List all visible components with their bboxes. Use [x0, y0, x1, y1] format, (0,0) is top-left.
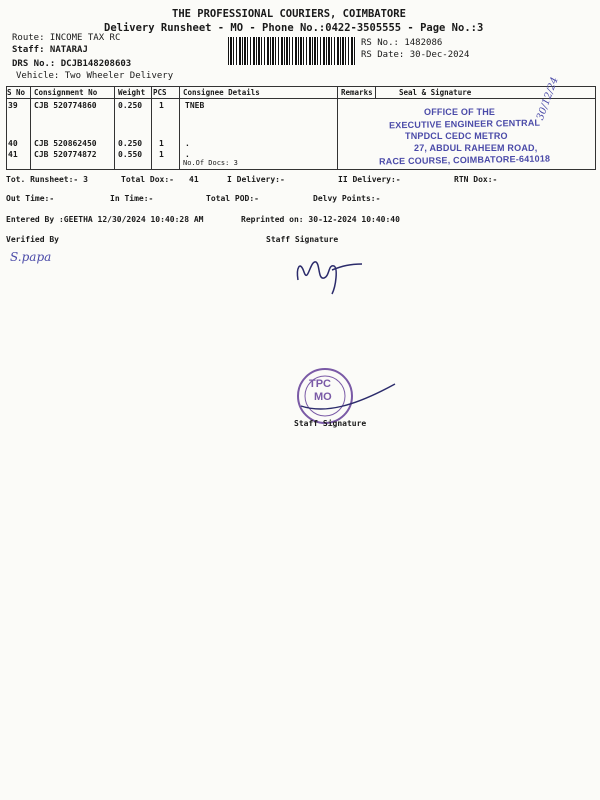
- header-weight: Weight: [118, 88, 146, 97]
- rs-date: RS Date: 30-Dec-2024: [361, 50, 470, 60]
- tpc-stamp-bottom: MO: [314, 391, 332, 403]
- ii-delivery: II Delivery:-: [338, 175, 401, 184]
- table-row-pcs: 1: [159, 101, 164, 110]
- header-sno: S No: [7, 88, 26, 97]
- table-row-consignment: CJB 520774872: [34, 150, 97, 159]
- table-row-weight: 0.550: [118, 150, 143, 159]
- stamp-line-4: 27, ABDUL RAHEEM ROAD,: [414, 143, 538, 153]
- header-consignee: Consignee Details: [183, 88, 260, 97]
- table-row-sno: 41: [8, 150, 18, 159]
- table-row-weight: 0.250: [118, 101, 143, 110]
- stamp-line-3: TNPDCL CEDC METRO: [405, 131, 508, 141]
- table-row-weight: 0.250: [118, 139, 143, 148]
- handwritten-date: 30/12/24: [535, 75, 561, 122]
- total-dox-value: 41: [189, 175, 199, 184]
- vehicle-label: Vehicle: Two Wheeler Delivery: [16, 71, 174, 81]
- header-seal: Seal & Signature: [399, 88, 472, 97]
- stamp-line-1: OFFICE OF THE: [424, 107, 496, 117]
- header-pcs: PCS: [153, 88, 167, 97]
- table-row-consignment: CJB 520774860: [34, 101, 97, 110]
- company-title: THE PROFESSIONAL COURIERS, COIMBATORE: [172, 8, 406, 20]
- table-row-sno: 39: [8, 101, 18, 110]
- in-time: In Time:-: [110, 194, 154, 203]
- verifier-initials: S.papa: [10, 250, 52, 264]
- table-row-details: TNEB: [185, 101, 205, 110]
- header-remarks: Remarks: [341, 88, 373, 97]
- table-row-pcs: 1: [159, 150, 164, 159]
- entered-by: Entered By :GEETHA 12/30/2024 10:40:28 AM: [6, 215, 204, 224]
- barcode-image: [228, 37, 356, 65]
- no-of-docs: No.Of Docs: 3: [183, 159, 238, 167]
- header-consignment: Consignment No: [34, 88, 98, 97]
- table-row-details: .: [185, 150, 190, 159]
- runsheet-subtitle: Delivery Runsheet - MO - Phone No.:0422-3505555 - Page No.:3: [104, 22, 484, 34]
- out-time: Out Time:-: [6, 194, 55, 203]
- total-pod: Total POD:-: [206, 194, 259, 203]
- tpc-stamp-top: TPC: [309, 378, 331, 390]
- table-row-pcs: 1: [159, 139, 164, 148]
- rtn-dox: RTN Dox:-: [454, 175, 498, 184]
- staff-signature-label: Staff Signature: [266, 235, 339, 244]
- staff-signature-scribble: [290, 250, 370, 300]
- verified-by: Verified By: [6, 235, 59, 244]
- stamp-line-2: EXECUTIVE ENGINEER CENTRAL: [388, 117, 541, 131]
- tot-runsheet: Tot. Runsheet:- 3: [6, 175, 88, 184]
- route-label: Route: INCOME TAX RC: [12, 33, 121, 43]
- stamp-line-5: RACE COURSE, COIMBATORE-641018: [378, 153, 551, 167]
- drs-number: DRS No.: DCJB148208603: [12, 59, 132, 69]
- staff-label: Staff: NATARAJ: [12, 45, 88, 55]
- reprinted-on: Reprinted on: 30-12-2024 10:40:40: [241, 215, 400, 224]
- rs-number: RS No.: 1482086: [361, 38, 443, 48]
- table-row-consignment: CJB 520862450: [34, 139, 97, 148]
- table-row-sno: 40: [8, 139, 18, 148]
- delvy-points: Delvy Points:-: [313, 194, 381, 203]
- i-delivery: I Delivery:-: [227, 175, 285, 184]
- staff-signature-under-stamp: Staff Signature: [294, 419, 367, 428]
- tpc-circle-stamp: [295, 366, 405, 426]
- table-row-details: .: [185, 139, 190, 148]
- total-dox-label: Total Dox:-: [121, 175, 174, 184]
